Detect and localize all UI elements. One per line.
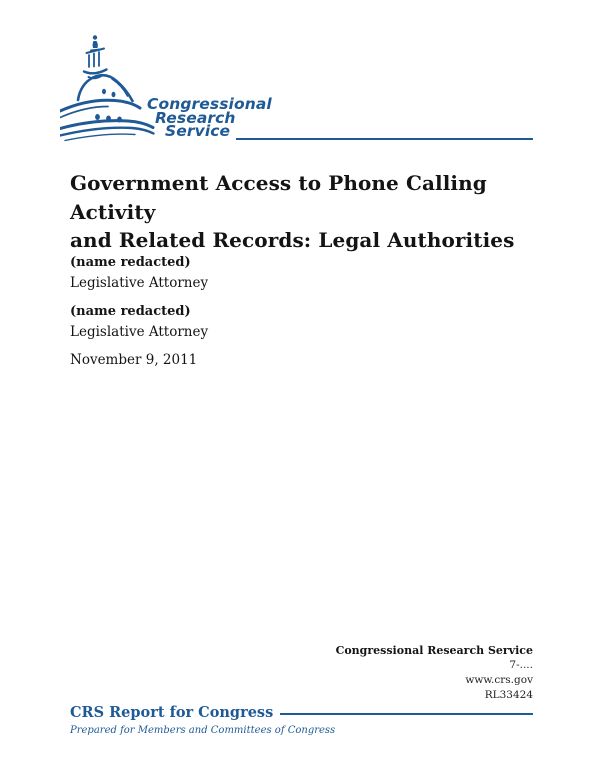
footer bbox=[70, 704, 533, 736]
footer-title-row bbox=[70, 704, 533, 721]
header-rule bbox=[236, 138, 533, 140]
info-org-name: Congressional Research Service bbox=[335, 644, 533, 657]
info-website: www.crs.gov bbox=[465, 674, 533, 686]
report-title-line1: Government Access to Phone Calling Activity bbox=[70, 171, 487, 224]
crs-logo-wordmark bbox=[147, 95, 272, 140]
info-block bbox=[336, 643, 533, 703]
capitol-dome-icon bbox=[60, 33, 155, 143]
logo-word-congressional: Congressional bbox=[147, 95, 272, 113]
report-number: RL33424 bbox=[484, 689, 533, 701]
footer-title: CRS Report for Congress bbox=[70, 704, 274, 721]
author-role: Legislative Attorney bbox=[70, 324, 209, 340]
footer-rule bbox=[280, 713, 533, 715]
report-date: November 9, 2011 bbox=[70, 352, 198, 368]
footer-subtitle: Prepared for Members and Committees of Congress bbox=[70, 725, 336, 736]
report-title bbox=[70, 169, 560, 255]
author-name: (name redacted) bbox=[70, 304, 191, 319]
author-block bbox=[70, 253, 208, 293]
info-phone: 7-.... bbox=[509, 659, 533, 671]
author-name: (name redacted) bbox=[70, 255, 191, 270]
author-role: Legislative Attorney bbox=[70, 275, 209, 291]
author-block bbox=[70, 302, 208, 342]
logo-word-service: Service bbox=[165, 122, 231, 140]
logo-word-research: Research bbox=[155, 108, 236, 127]
report-title-line2: and Related Records: Legal Authorities bbox=[70, 228, 515, 252]
